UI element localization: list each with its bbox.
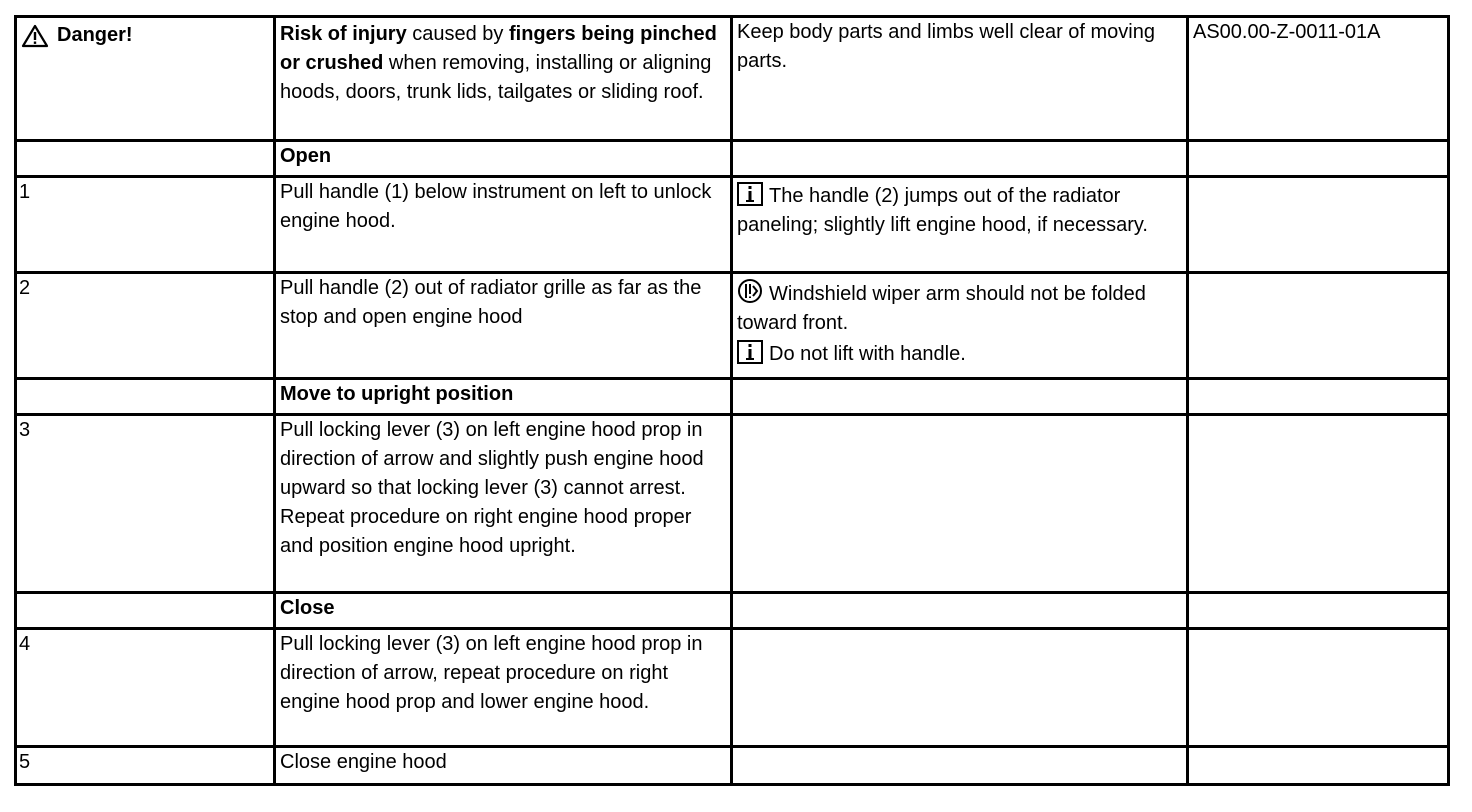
hazard-reference: AS00.00-Z-0011-01A: [1193, 21, 1381, 43]
section-row: [16, 593, 1449, 629]
hazard-label-cell: [16, 17, 275, 141]
step-row: [16, 273, 1449, 379]
step-note: The handle (2) jumps out of the radiator paneling; slightly lift engine hood, if necessary.: [737, 185, 1148, 236]
step-row: [16, 747, 1449, 785]
step-caution: Windshield wiper arm should not be folded toward front.: [737, 283, 1146, 334]
step-row: [16, 177, 1449, 273]
info-icon: [737, 182, 763, 206]
hazard-row: [16, 17, 1449, 141]
step-row: [16, 415, 1449, 593]
section-row: [16, 141, 1449, 177]
hazard-desc-part: Risk of injury: [280, 23, 407, 45]
info-icon: [737, 340, 763, 364]
warning-triangle-icon: [21, 24, 49, 48]
step-number: 1: [19, 181, 31, 203]
hazard-label: Danger!: [57, 24, 133, 46]
step-text: Pull locking lever (3) on left engine hood prop in direction of arrow and slightly push engine hood upward so that locking lever (3) cannot arrest. Repeat procedure on right engine hood proper and position engine hood upright.: [280, 419, 704, 557]
step-text: Pull locking lever (3) on left engine hood prop in direction of arrow, repeat procedure on right engine hood prop and lower engine hood.: [280, 633, 703, 713]
caution-icon: [737, 278, 763, 304]
step-number: 5: [19, 751, 31, 773]
section-heading-upright: Move to upright position: [280, 383, 514, 405]
step-text: Pull handle (2) out of radiator grille as far as the stop and open engine hood: [280, 277, 702, 328]
section-heading-close: Close: [280, 597, 335, 619]
hazard-desc-part: when removing, installing or aligning hoods, doors, trunk lids, tailgates or sliding roof.: [280, 52, 712, 103]
step-text: Close engine hood: [280, 751, 447, 773]
step-number: 4: [19, 633, 31, 655]
hazard-description-cell: [275, 17, 732, 141]
section-heading-open: Open: [280, 145, 332, 167]
hazard-desc-part: caused by: [406, 23, 509, 45]
hazard-reference-cell: [1188, 17, 1449, 141]
hazard-desc-part: fingers being pinched or crushed: [280, 23, 717, 74]
step-row: [16, 629, 1449, 747]
step-number: 3: [19, 419, 31, 441]
step-number: 2: [19, 277, 31, 299]
section-row: [16, 379, 1449, 415]
procedure-table: [14, 15, 1450, 786]
step-note: Do not lift with handle.: [769, 343, 966, 365]
step-text: Pull handle (1) below instrument on left to unlock engine hood.: [280, 181, 712, 232]
hazard-measure-cell: [732, 17, 1188, 141]
hazard-measure: Keep body parts and limbs well clear of moving parts.: [737, 21, 1155, 72]
